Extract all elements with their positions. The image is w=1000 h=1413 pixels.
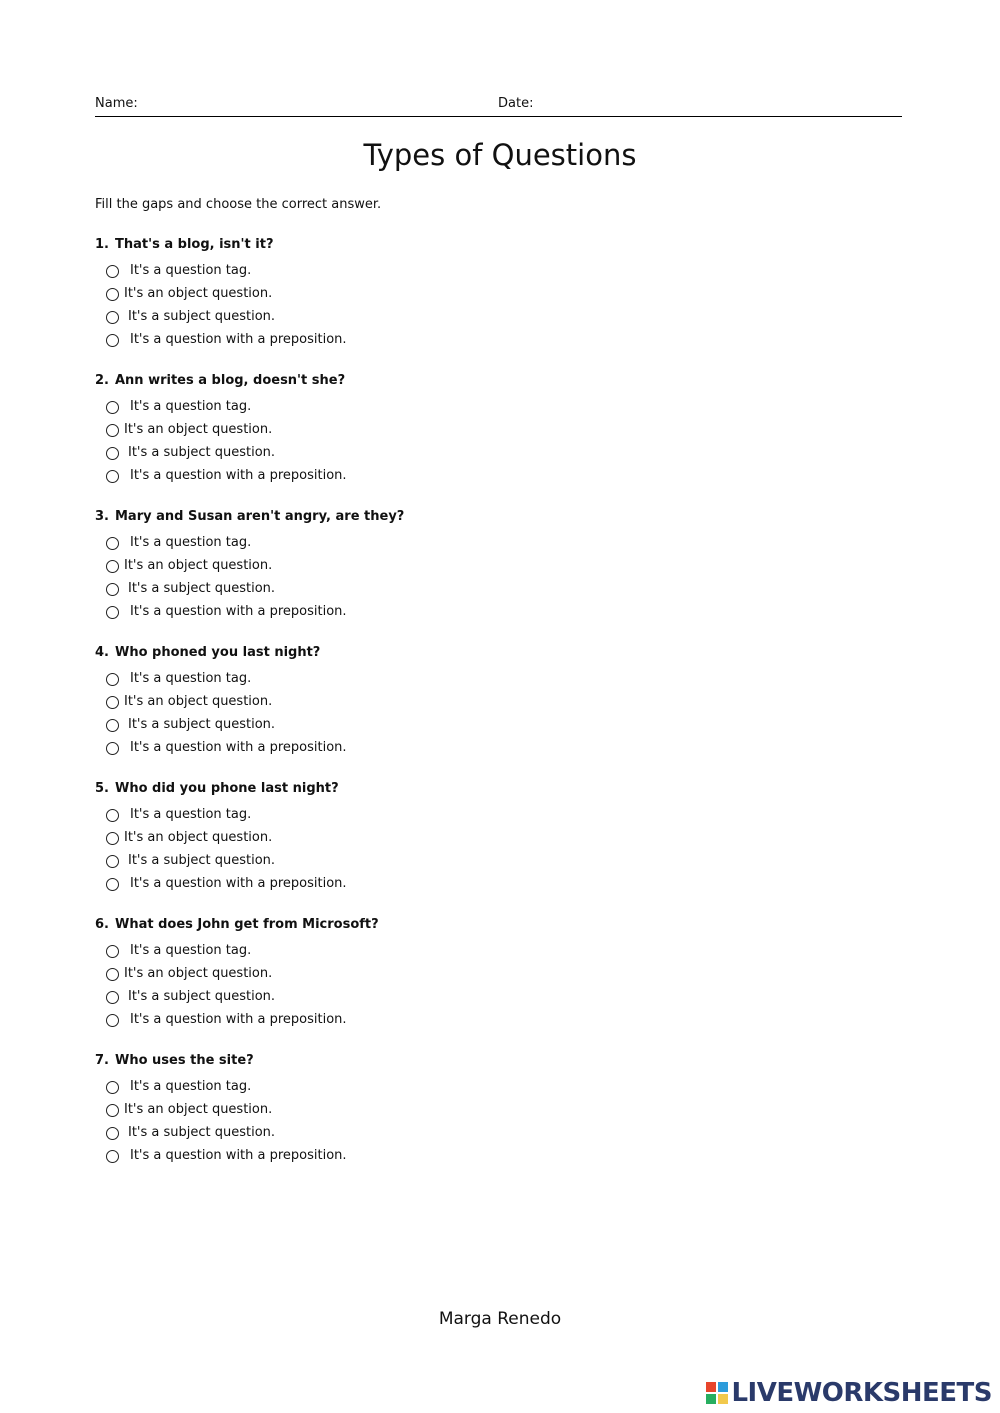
answer-option[interactable] [95,806,404,829]
name-label: Name: [95,96,138,111]
radio-button[interactable] [106,696,119,709]
answer-option-label: It's a question tag. [130,535,252,550]
answer-option-label: It's an object question. [124,422,273,437]
question-number: 7. [95,1053,109,1068]
answer-option-label: It's an object question. [124,1102,273,1117]
radio-button[interactable] [106,832,119,845]
answer-option[interactable] [95,693,404,716]
answer-option[interactable] [95,580,404,603]
answer-option[interactable] [95,875,404,898]
radio-button[interactable] [106,424,119,437]
radio-button[interactable] [106,401,119,414]
question-title [95,508,404,534]
question-number: 6. [95,917,109,932]
question-number: 2. [95,373,109,388]
radio-button[interactable] [106,968,119,981]
answer-option-label: It's a question tag. [130,263,252,278]
answer-option[interactable] [95,739,404,762]
answer-option-label: It's a question with a preposition. [130,876,347,891]
answer-option-label: It's an object question. [124,558,273,573]
answer-option[interactable] [95,988,404,1011]
question-number: 4. [95,645,109,660]
answer-option[interactable] [95,1011,404,1034]
question-text: Who phoned you last night? [114,645,321,660]
question-text: Who did you phone last night? [114,781,339,796]
radio-button[interactable] [106,560,119,573]
question-title [95,644,404,670]
liveworksheets-logo-icon [706,1382,728,1404]
question-text: That's a blog, isn't it? [114,237,274,252]
radio-button[interactable] [106,809,119,822]
instructions: Fill the gaps and choose the correct answer. [95,197,382,212]
radio-button[interactable] [106,1081,119,1094]
answer-option-label: It's a subject question. [128,853,276,868]
answer-option-label: It's a subject question. [128,309,276,324]
radio-button[interactable] [106,1150,119,1163]
answer-option-label: It's a question tag. [130,1079,252,1094]
radio-button[interactable] [106,991,119,1004]
question-title [95,1052,404,1078]
radio-button[interactable] [106,673,119,686]
radio-button[interactable] [106,719,119,732]
date-label: Date: [498,96,534,111]
answer-option-label: It's a question tag. [130,943,252,958]
author-name: Marga Renedo [438,1309,562,1329]
radio-button[interactable] [106,288,119,301]
radio-button[interactable] [106,447,119,460]
radio-button[interactable] [106,606,119,619]
answer-option[interactable] [95,421,404,444]
answer-option[interactable] [95,534,404,557]
answer-option[interactable] [95,467,404,490]
answer-option-label: It's an object question. [124,286,273,301]
question-number: 5. [95,781,109,796]
answer-option[interactable] [95,308,404,331]
answer-option-label: It's a question tag. [130,399,252,414]
question-text: Mary and Susan aren't angry, are they? [114,509,405,524]
question-title [95,236,404,262]
radio-button[interactable] [106,334,119,347]
answer-option[interactable] [95,829,404,852]
question-text: Who uses the site? [114,1053,254,1068]
answer-option-label: It's a subject question. [128,989,276,1004]
answer-option[interactable] [95,852,404,875]
radio-button[interactable] [106,265,119,278]
radio-button[interactable] [106,583,119,596]
radio-button[interactable] [106,1127,119,1140]
answer-option[interactable] [95,285,404,308]
question-block [95,236,404,372]
answer-option-label: It's a question with a preposition. [130,604,347,619]
answer-option[interactable] [95,398,404,421]
answer-option[interactable] [95,262,404,285]
answer-option[interactable] [95,716,404,739]
answer-option-label: It's a question with a preposition. [130,332,347,347]
question-title [95,780,404,806]
liveworksheets-brand [706,1378,992,1408]
radio-button[interactable] [106,311,119,324]
answer-option[interactable] [95,557,404,580]
question-list [95,236,404,1188]
radio-button[interactable] [106,945,119,958]
answer-option[interactable] [95,965,404,988]
answer-option[interactable] [95,603,404,626]
answer-option-label: It's a question tag. [130,807,252,822]
radio-button[interactable] [106,470,119,483]
answer-option-label: It's a subject question. [128,445,276,460]
answer-option-label: It's a subject question. [128,581,276,596]
answer-option[interactable] [95,1124,404,1147]
question-block [95,1052,404,1188]
question-number: 3. [95,509,109,524]
question-text: What does John get from Microsoft? [114,917,379,932]
logo-square-green [706,1394,716,1404]
page-title: Types of Questions [363,138,637,172]
answer-option-label: It's a subject question. [128,1125,276,1140]
answer-option-label: It's a question with a preposition. [130,1012,347,1027]
answer-option-label: It's an object question. [124,694,273,709]
radio-button[interactable] [106,1014,119,1027]
radio-button[interactable] [106,742,119,755]
question-block [95,780,404,916]
logo-square-yellow [718,1394,728,1404]
question-title [95,372,404,398]
answer-option-label: It's a question tag. [130,671,252,686]
answer-option-label: It's an object question. [124,830,273,845]
answer-option[interactable] [95,1147,404,1170]
radio-button[interactable] [106,855,119,868]
answer-option[interactable] [95,444,404,467]
logo-square-red [706,1382,716,1392]
question-text: Ann writes a blog, doesn't she? [114,373,346,388]
answer-option[interactable] [95,1078,404,1101]
answer-option[interactable] [95,331,404,354]
logo-square-blue [718,1382,728,1392]
answer-option-label: It's a question with a preposition. [130,468,347,483]
question-number: 1. [95,237,109,252]
question-block [95,644,404,780]
brand-name: LIVEWORKSHEETS [731,1378,992,1408]
radio-button[interactable] [106,1104,119,1117]
answer-option[interactable] [95,670,404,693]
question-block [95,916,404,1052]
question-block [95,508,404,644]
answer-option-label: It's a question with a preposition. [130,740,347,755]
answer-option-label: It's a question with a preposition. [130,1148,347,1163]
name-date-header [95,96,902,117]
answer-option-label: It's an object question. [124,966,273,981]
radio-button[interactable] [106,878,119,891]
question-block [95,372,404,508]
answer-option[interactable] [95,942,404,965]
answer-option[interactable] [95,1101,404,1124]
answer-option-label: It's a subject question. [128,717,276,732]
question-title [95,916,404,942]
radio-button[interactable] [106,537,119,550]
